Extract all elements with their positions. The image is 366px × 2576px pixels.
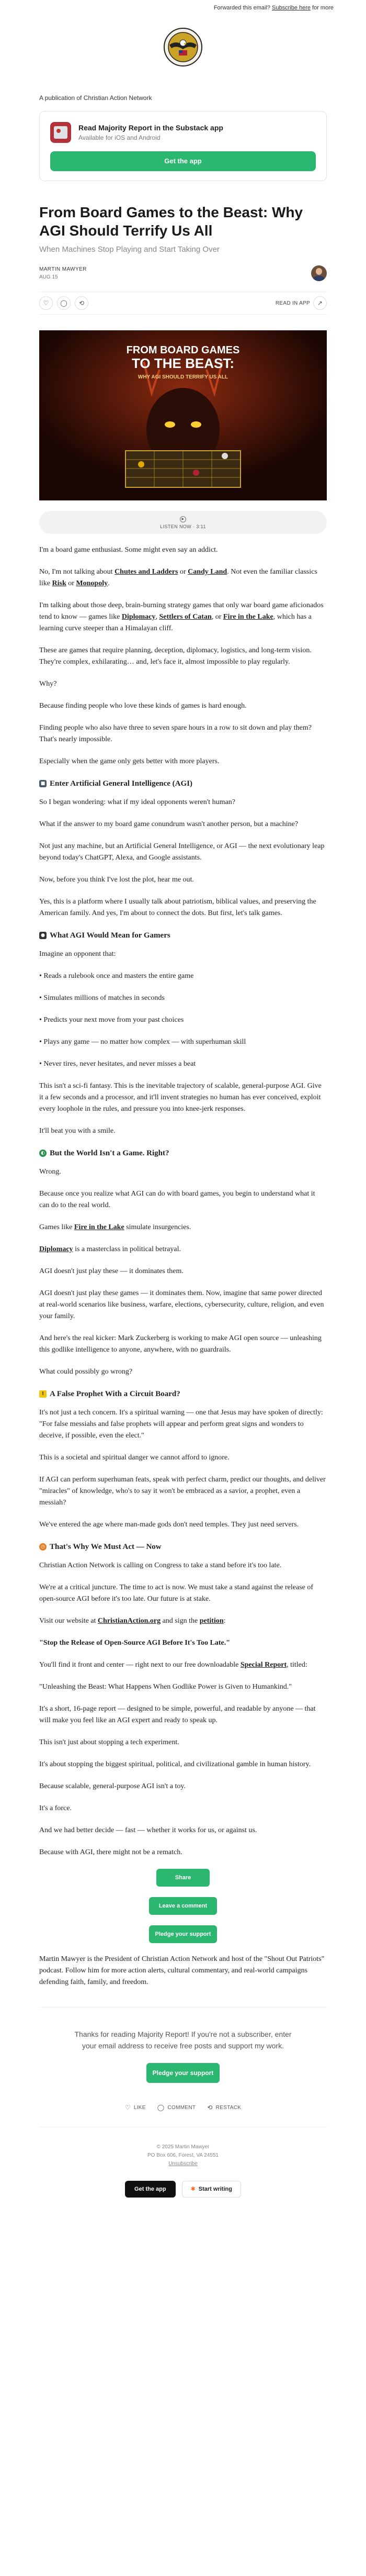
paragraph: Imagine an opponent that: [39,950,116,958]
paragraph: You'll find it front and center — right next to our free downloadable Special Report, titled: [39,1661,307,1669]
paragraph: So I began wondering: what if my ideal opponents weren't human? [39,798,235,806]
link-christianaction-org[interactable]: ChristianAction.org [97,1617,161,1625]
copyright: © 2025 Martin Mawyer [156,2144,210,2150]
list-item: • Never tires, never hesitates, and never misses a beat [39,1060,196,1068]
footer-actions [39,2104,327,2111]
leave-comment-button[interactable]: Leave a comment [149,1897,217,1915]
paragraph: Yes, this is a platform where I usually talk about patriotism, biblical values, and preserving the American family. And yes, I'm about to connect the dots. But first, let's talk games. [39,898,316,917]
post-title[interactable]: From Board Games to the Beast: Why AGI Should Terrify Us All [39,204,303,239]
link-settlers-of-catan[interactable]: Settlers of Catan [159,613,212,621]
author-avatar[interactable] [311,265,327,281]
paragraph: We've entered the age where man-made gods don't need temples. They just need servers. [39,1521,299,1529]
paragraph: If AGI can perform superhuman feats, speak with perfect charm, predict our thoughts, and deliver "miracles" of knowledge, who's to say it won't be embraced as a savior, a prophet, even a messiah? [39,1476,326,1507]
app-promo-title: Read Majority Report in the Substack app [78,124,223,132]
author-bio: Martin Mawyer is the President of Christian Action Network and host of the "Shout Out Patriots" podcast. Follow him for more action alerts, cultural commentary, and real-world campaigns defending faith, family, and freedom. [39,1955,325,1986]
link-chutes-and-ladders[interactable]: Chutes and Ladders [115,568,178,576]
robot-icon: ■ [39,780,47,787]
pledge-support-button-footer[interactable]: Pledge your support [146,2063,220,2083]
paragraph: Why? [39,680,57,688]
section-heading: ◐ But the World Isn't a Game. Right? [39,1147,327,1159]
link-monopoly[interactable]: Monopoly [76,579,108,587]
paragraph: I'm a board game enthusiast. Some might even say an addict. [39,546,218,554]
section-heading: ● What AGI Would Mean for Gamers [39,930,327,941]
thanks-text: Thanks for reading Majority Report! If you're not a subscriber, enter your email address to receive free posts and support my work. [74,2030,292,2050]
link-petition[interactable]: petition [199,1617,224,1625]
paragraph: It's a short, 16-page report — designed to be simple, powerful, and readable by anyone — that will make you feel like an AGI expert and ready to speak up. [39,1705,316,1724]
link-fire-in-the-lake[interactable]: Fire in the Lake [223,613,273,621]
app-promo-card [39,111,327,181]
paragraph: Games like Fire in the Lake simulate insurgencies. [39,1223,191,1231]
paragraph: It'll beat you with a smile. [39,1127,116,1135]
paragraph: I'm talking about those deep, brain-burning strategy games that only war board game aficionados tend to know — games like Diplomacy, Settlers of Catan, or Fire in the Lake, which has a learning curve steeper than a Himalayan cliff. [39,601,324,632]
clock-icon: ◷ [39,1543,47,1551]
paragraph: It's a force. [39,1804,72,1812]
paragraph: Because once you realize what AGI can do with board games, you begin to understand what it can do to the real world. [39,1190,315,1209]
start-writing-button[interactable]: ✱ Start writing [182,2181,241,2198]
paragraph: It's about stopping the biggest spiritual, political, and civilizational gamble in human history. [39,1760,311,1768]
paragraph: "Unleashing the Beast: What Happens When Godlike Power is Given to Humankind." [39,1683,292,1691]
paragraph: Visit our website at ChristianAction.org and sign the petition: [39,1617,226,1625]
footer [39,2127,327,2218]
byline [39,265,327,281]
publication-logo[interactable] [0,27,366,67]
paragraph: Diplomacy is a masterclass in political betrayal. [39,1245,181,1253]
paragraph: Wrong. [39,1168,61,1176]
footer-restack-button[interactable]: ⟲ RESTACK [207,2104,242,2111]
hero-caption-2: TO THE BEAST: [132,355,234,371]
post-body [39,544,327,1988]
paragraph: Because finding people who love these kinds of games is hard enough. [39,702,247,710]
link-special-report[interactable]: Special Report [240,1661,287,1669]
play-icon: ▶ [180,516,186,522]
forwarded-suffix: for more [312,5,334,11]
paragraph: Because scalable, general-purpose AGI isn't a toy. [39,1782,186,1790]
paragraph: What could possibly go wrong? [39,1368,133,1376]
paragraph: This isn't just about stopping a tech experiment. [39,1738,179,1746]
footer-get-app-button[interactable]: Get the app [125,2181,176,2198]
globe-icon: ◐ [39,1150,47,1157]
paragraph: Now, before you think I've lost the plot, hear me out. [39,876,194,884]
link-fire-in-the-lake-2[interactable]: Fire in the Lake [74,1223,124,1231]
post-subtitle: When Machines Stop Playing and Start Taking Over [39,245,220,254]
paragraph: These are games that require planning, deception, diplomacy, logistics, and long-term vision. They're complex, exhilarating… and, let's face it, almost impossible to play regularly. [39,646,312,666]
share-icon[interactable]: ↗ [313,296,327,310]
forwarded-bar [0,0,366,16]
footer-like-button[interactable]: ♡ LIKE [124,2104,146,2111]
hero-illustration [39,330,327,500]
paragraph: Christian Action Network is calling on Congress to take a stand before it's too late. [39,1562,282,1569]
author-name[interactable]: MARTIN MAWYER [39,266,87,272]
paragraph: AGI doesn't just play these — it dominates them. [39,1267,184,1275]
logo-eagle-badge [163,27,203,67]
hero-caption-1: FROM BOARD GAMES [126,344,240,356]
paragraph: Especially when the game only gets better with more players. [39,757,220,765]
section-heading: ◷ That's Why We Must Act — Now [39,1541,327,1553]
heart-icon: ♡ [124,2104,131,2111]
paragraph: This is a societal and spiritual danger we cannot afford to ignore. [39,1454,230,1462]
paragraph: Finding people who also have three to seven spare hours in a row to sit down and play them? That's nearly impossible. [39,724,312,743]
paragraph: And we had better decide — fast — whether it works for us, or against us. [39,1826,257,1834]
link-risk[interactable]: Risk [52,579,66,587]
hero-image[interactable] [39,330,327,500]
comment-icon[interactable]: ◯ [57,296,71,310]
post-date: AUG 15 [39,274,58,280]
post-actions-bar [39,292,327,315]
subscribe-link[interactable]: Subscribe here [272,5,311,11]
restack-icon[interactable]: ⟲ [75,296,88,310]
read-in-app-link[interactable]: READ IN APP [275,300,310,306]
paragraph: Because with AGI, there might not be a rematch. [39,1848,182,1856]
substack-star-icon: ✱ [190,2185,196,2192]
address: PO Box 606, Forest, VA 24551 [147,2153,219,2158]
list-item: • Plays any game — no matter how complex — with superhuman skill [39,1038,246,1046]
paragraph: "Stop the Release of Open-Source AGI Before It's Too Late." [39,1639,231,1647]
listen-now-button[interactable] [39,511,327,534]
paragraph: AGI doesn't just play these games — it dominates them. Now, imagine that same power directed at real-world scenarios like business, warfare, elections, cybersecurity, culture, religion, and even your family. [39,1289,324,1320]
paragraph: This isn't a sci-fi fantasy. This is the inevitable trajectory of scalable, general-purpose AGI. Give it a few seconds and a processor, and it'll invent strategies no human has ever conceived, exploit every loophole in the rules, and pressure you into knee-jerk responses. [39,1082,322,1113]
list-item: • Reads a rulebook once and masters the entire game [39,972,194,980]
section-heading: ! A False Prophet With a Circuit Board? [39,1388,327,1400]
like-icon[interactable]: ♡ [39,296,53,310]
listen-now-label: LISTEN NOW · 3:11 [160,523,206,529]
hero-caption-3: WHY AGI SHOULD TERRIFY US ALL [138,374,228,380]
game-controller-icon: ● [39,932,47,939]
restack-arrows-icon: ⟲ [207,2104,213,2111]
link-candy-land[interactable]: Candy Land [188,568,227,576]
link-diplomacy-2[interactable]: Diplomacy [39,1245,73,1253]
paragraph: Not just any machine, but an Artificial General Intelligence, or AGI — the next evolutionary leap beyond today's ChatGPT, Alexa, and Google assistants. [39,842,325,862]
paragraph: No, I'm not talking about Chutes and Ladders or Candy Land. Not even the familiar classics like Risk or Monopoly. [39,568,317,587]
app-promo-subtitle: Available for iOS and Android [78,134,161,141]
warning-icon: ! [39,1390,47,1398]
unsubscribe-link[interactable]: Unsubscribe [168,2161,198,2167]
thanks-section [39,2007,327,2083]
share-button[interactable]: Share [156,1869,210,1887]
list-item: • Predicts your next move from your past choices [39,1016,184,1024]
get-app-button[interactable]: Get the app [50,151,316,171]
list-item: • Simulates millions of matches in seconds [39,994,165,1002]
paragraph: What if the answer to my board game conundrum wasn't another person, but a machine? [39,820,299,828]
paragraph: And here's the real kicker: Mark Zuckerberg is working to make AGI open source — unleashing this godlike intelligence to anyone, anywhere, with no guardrails. [39,1334,322,1354]
footer-comment-button[interactable]: ◯ COMMENT [157,2104,196,2111]
app-icon [50,122,71,143]
pledge-support-button[interactable]: Pledge your support [149,1925,217,1943]
publication-line: A publication of Christian Action Network [39,94,152,102]
paragraph: We're at a critical juncture. The time to act is now. We must take a stand against the release of open-source AGI before it's too late. Our future is at stake. [39,1583,314,1603]
link-diplomacy[interactable]: Diplomacy [121,613,156,621]
section-heading: ■ Enter Artificial General Intelligence (AGI) [39,778,327,789]
paragraph: It's not just a tech concern. It's a spiritual warning — one that Jesus may have spoken of directly: "For false messiahs and false prophets will appear and perform great signs and wonders to deceive, if possible, even the elect." [39,1409,323,1440]
comment-bubble-icon: ◯ [157,2104,165,2111]
forwarded-text: Forwarded this email? [213,5,271,11]
